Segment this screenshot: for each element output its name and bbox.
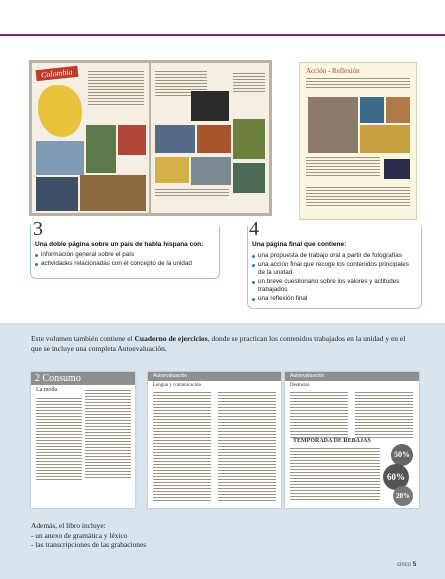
- text-block: [306, 187, 410, 208]
- section-title: Lengua y comunicación: [153, 383, 202, 388]
- exercise-text: [36, 398, 82, 482]
- text-block: [306, 157, 380, 178]
- page-header: [148, 372, 281, 381]
- exercise-text: [153, 392, 211, 503]
- workbook-intro: [31, 334, 416, 354]
- extra-item: - un anexo de gramática y léxico: [31, 530, 128, 540]
- photo-stripes: [384, 159, 410, 179]
- text-block: [306, 78, 410, 90]
- photo-landscape: [80, 175, 146, 211]
- exercise-text: [355, 392, 413, 440]
- final-page-title: Acción - Reflexión: [306, 67, 360, 75]
- text-block: [88, 71, 144, 107]
- spread-right-page: [151, 63, 269, 213]
- extra-heading: Además, el libro incluye:: [31, 521, 106, 530]
- page-title: Autoevaluación: [290, 373, 325, 379]
- sale-title: TEMPORADA DE REBAJAS: [293, 438, 371, 444]
- list-item: una propuesta de trabajo oral a partir de fotografías: [252, 252, 417, 261]
- section-title: Destrezas: [290, 383, 310, 388]
- section-title: La moda: [36, 387, 58, 393]
- section-3-list: [35, 251, 215, 268]
- unit-name: Consumo: [42, 373, 81, 384]
- page-number-digit: 5: [412, 561, 417, 568]
- text-block: [233, 73, 265, 94]
- workbook-page-2: [148, 372, 281, 508]
- list-item: actividades relacionadas con el concepto de la unidad: [35, 260, 215, 269]
- list-item: un breve cuestionario sobre los valores y actitudes trabajados: [252, 278, 417, 295]
- exercise-text: [218, 392, 276, 503]
- unit-title: [35, 373, 81, 384]
- intro-text-end: , donde se practican los contenidos trabajados en la unidad y en el que se incluye una completa Autoevaluación.: [31, 334, 406, 353]
- country-map: [38, 85, 82, 137]
- photo-spiral: [191, 91, 229, 121]
- unit-number: 2: [35, 373, 40, 384]
- photo-market: [360, 125, 410, 153]
- photo-dancers: [36, 177, 78, 211]
- photo-clothes: [386, 97, 410, 123]
- photo-square: [155, 125, 195, 153]
- photo-coffee: [86, 125, 116, 173]
- photo-shopping: [308, 97, 358, 153]
- country-title-tag: Colombia: [36, 66, 78, 81]
- discount-badge: 50%: [391, 444, 413, 466]
- photo-street: [191, 157, 231, 185]
- spread-left-page: [32, 63, 149, 213]
- extra-item: - las transcripciones de las grabaciones: [31, 540, 147, 549]
- section-number-4: 4: [249, 218, 259, 240]
- page-number: [397, 561, 416, 568]
- intro-text: Este volumen también contiene el: [31, 334, 135, 343]
- final-page-thumbnail: [299, 62, 417, 220]
- photo-city: [36, 141, 84, 175]
- sale-text: [290, 448, 380, 502]
- page-number-word: cinco: [397, 562, 412, 568]
- workbook-page-1: [31, 372, 135, 508]
- top-divider: [0, 34, 445, 36]
- country-spread-thumbnail: [29, 60, 272, 216]
- exercise-text: [290, 392, 348, 440]
- list-item: una reflexión final: [252, 295, 417, 304]
- section-3-title: Una doble página sobre un país de habla hispana con:: [35, 241, 204, 248]
- text-block: [155, 189, 229, 198]
- list-item: información general sobre el país: [35, 251, 215, 260]
- page-header: [285, 372, 419, 381]
- discount-badge: 20%: [393, 486, 413, 506]
- photo-crafts: [118, 125, 146, 155]
- photo-jungle: [233, 163, 265, 193]
- photo-shoes: [360, 97, 384, 123]
- discount-badge: 60%: [383, 464, 409, 490]
- section-4-list: [252, 252, 417, 304]
- workbook-page-3: [285, 372, 419, 508]
- unit-header: [31, 372, 135, 385]
- intro-bold: Cuaderno de ejercicios: [134, 334, 208, 343]
- photo-art: [197, 125, 231, 153]
- list-item: una acción final que recoge los contenidos principales de la unidad: [252, 261, 417, 278]
- photo-pattern: [233, 119, 265, 159]
- section-4-title: Una página final que contiene:: [252, 241, 347, 248]
- photo-taxi: [155, 157, 189, 183]
- exercise-text: [85, 390, 131, 480]
- page-title: Autoevaluación: [153, 373, 188, 379]
- section-number-3: 3: [33, 218, 43, 240]
- extra-contents: [31, 521, 146, 550]
